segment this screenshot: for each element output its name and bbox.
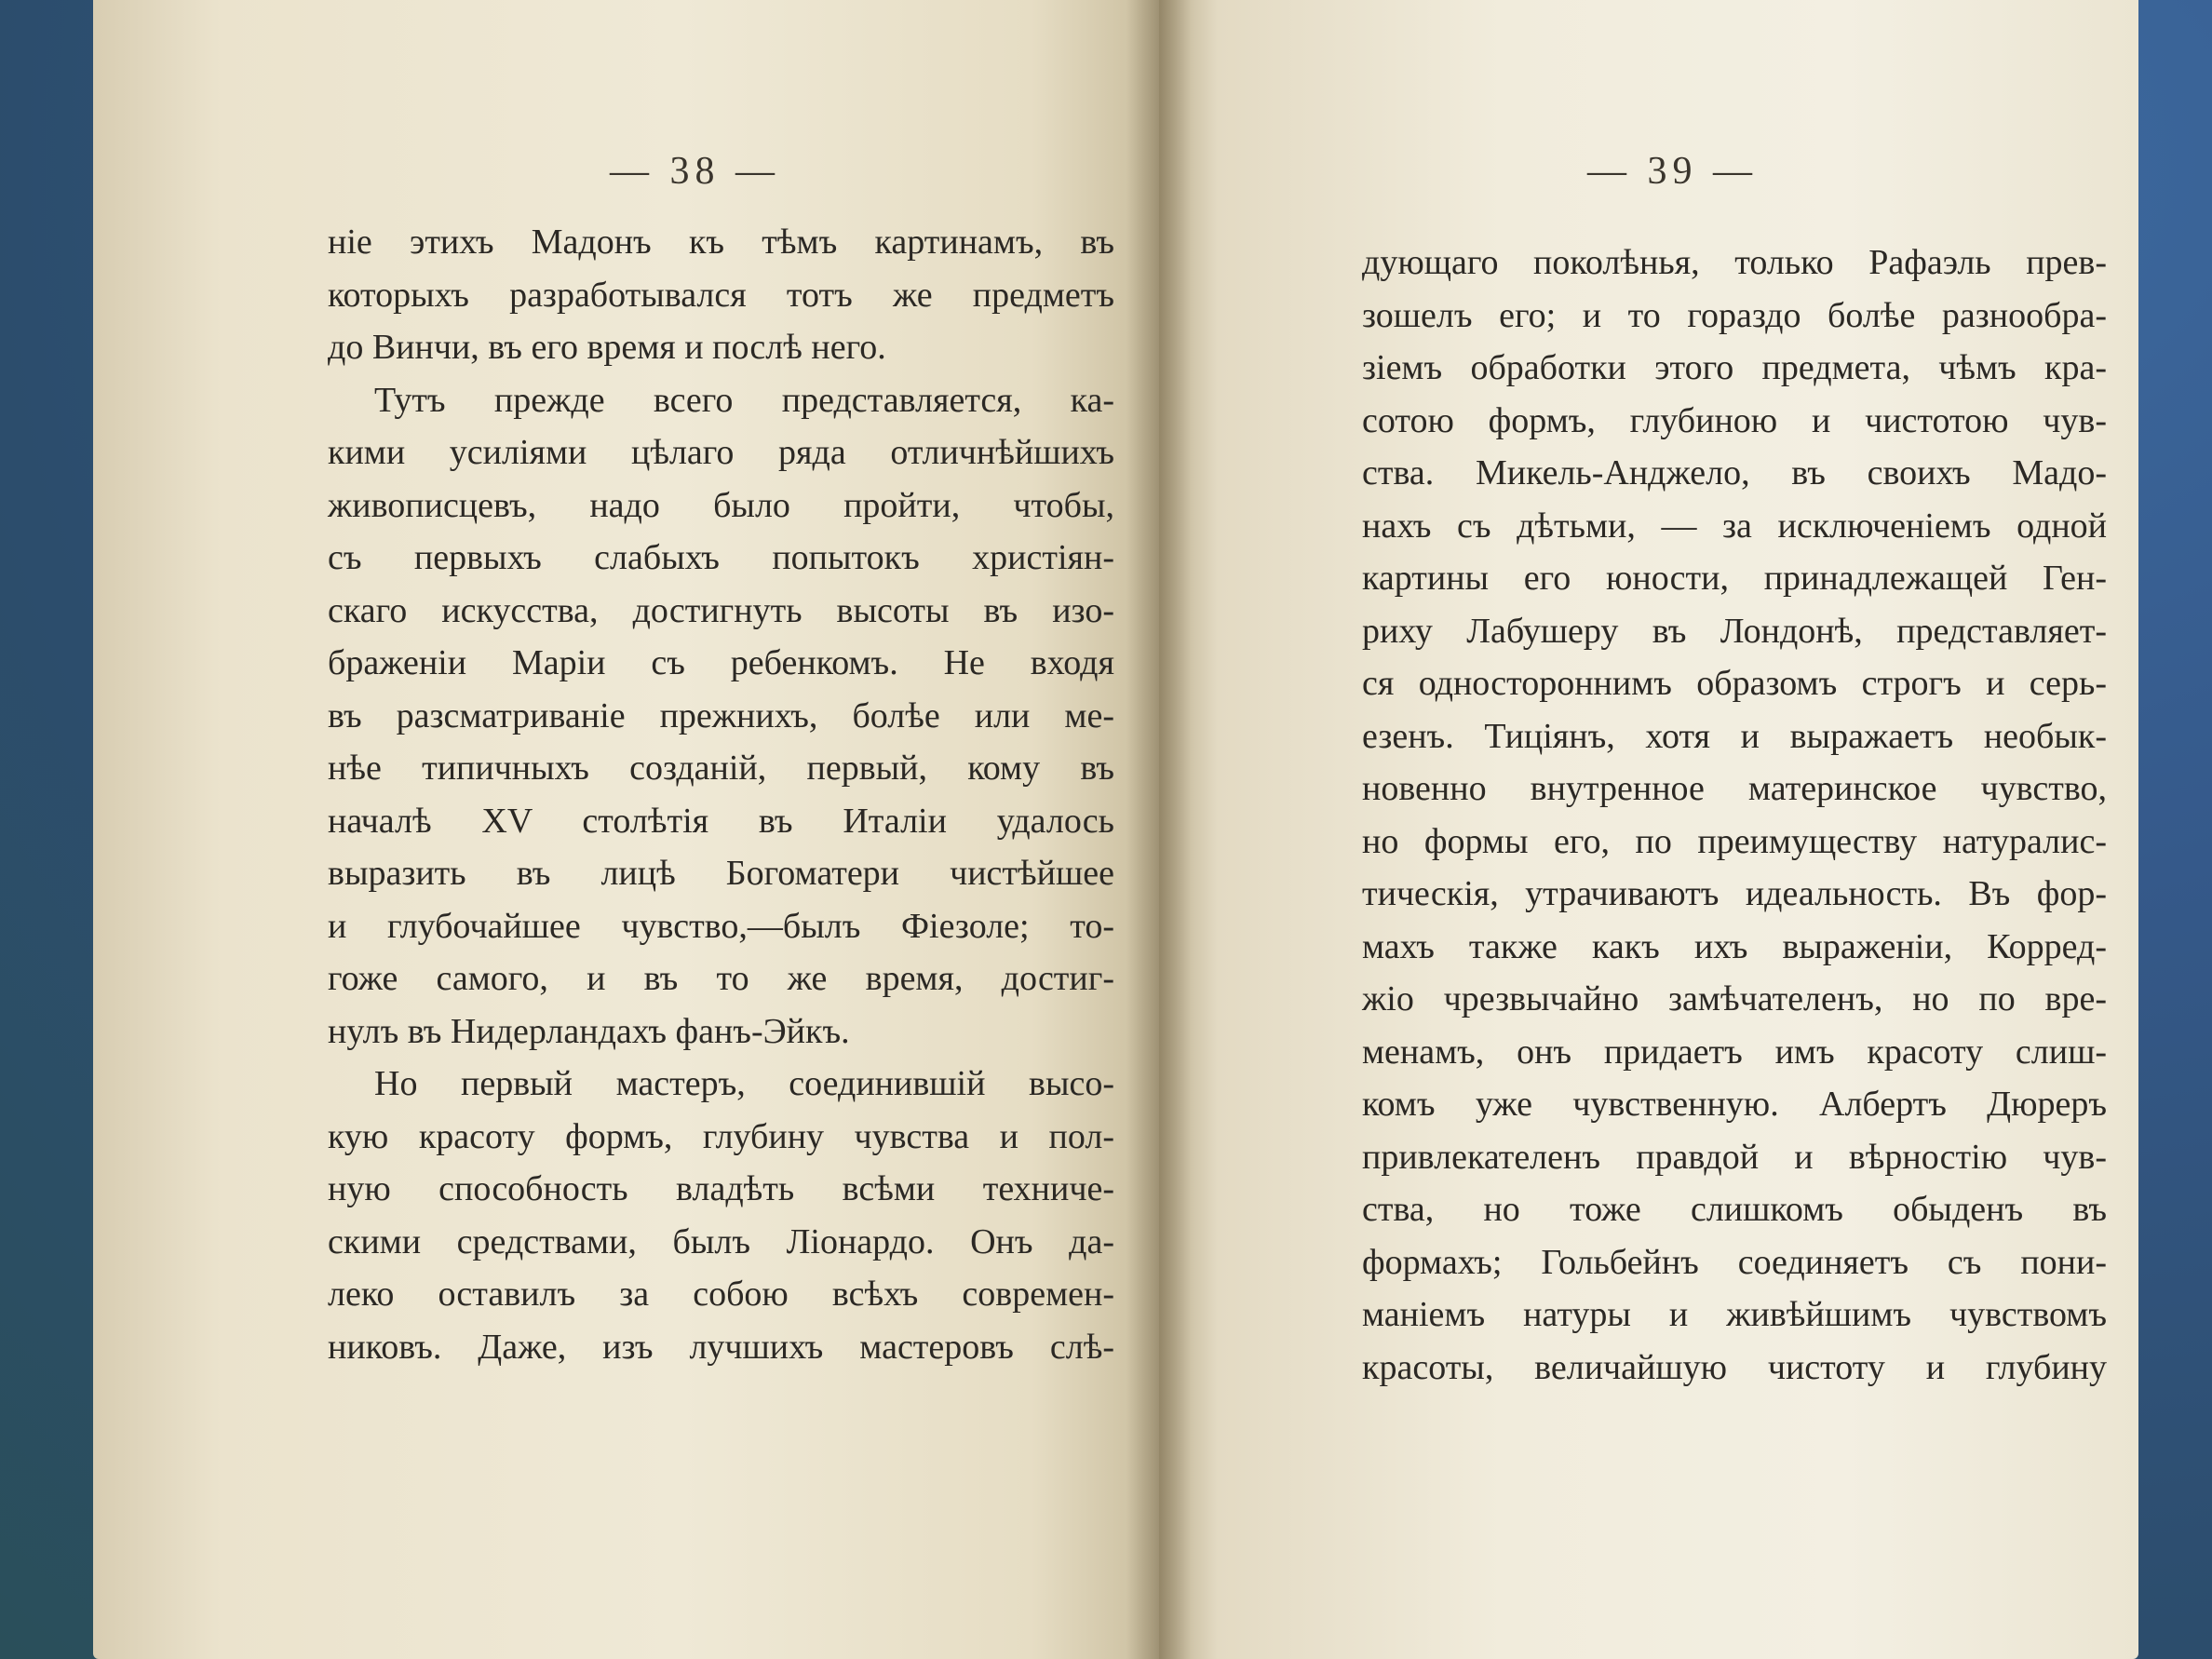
text-line: комъ уже чувственную. Албертъ Дюреръ (1362, 1085, 2107, 1124)
text-line: до Винчи, въ его время и послѣ него. (328, 328, 886, 367)
text-line: гоже самого, и въ то же время, достиг- (328, 959, 1114, 998)
text-line: ную способность владѣть всѣми техниче- (328, 1169, 1114, 1208)
text-line: никовъ. Даже, изъ лучшихъ мастеровъ слѣ- (328, 1327, 1114, 1367)
text-line: началѣ XV столѣтія въ Италіи удалось (328, 801, 1114, 841)
text-line: ства. Микель-Анджело, въ своихъ Мадо- (1362, 453, 2107, 492)
text-line: живописцевъ, надо было пройти, чтобы, (328, 485, 1114, 525)
text-line: привлекателенъ правдой и вѣрностію чув- (1362, 1137, 2107, 1177)
text-line: картины его юности, принадлежащей Ген- (1362, 559, 2107, 598)
text-line: сотою формъ, глубиною и чистотою чув- (1362, 400, 2107, 440)
text-line: но формы его, по преимуществу натуралис- (1362, 821, 2107, 861)
text-line: зіемъ обработки этого предмета, чѣмъ кра- (1362, 348, 2107, 387)
text-line: скими средствами, былъ Ліонардо. Онъ да- (328, 1221, 1114, 1261)
text-line: нахъ съ дѣтьми, — за исключеніемъ одной (1362, 506, 2107, 546)
text-line: въ разсматриваніе прежнихъ, болѣе или ме- (328, 695, 1114, 735)
text-line: нулъ въ Нидерландахъ фанъ-Эйкъ. (328, 1011, 850, 1051)
text-line: которыхъ разработывался тотъ же предметъ (328, 275, 1114, 315)
right-page-text (1362, 236, 2107, 1394)
left-page (93, 0, 1159, 1659)
text-line: выразить въ лицѣ Богоматери чистѣйшее (328, 854, 1114, 893)
text-line: Тутъ прежде всего представляется, ка- (374, 380, 1114, 420)
text-line: риху Лабушеру въ Лондонѣ, представляет- (1362, 611, 2107, 651)
text-line: махъ также какъ ихъ выраженіи, Корред- (1362, 926, 2107, 966)
text-line: кими усиліями цѣлаго ряда отличнѣйшихъ (328, 433, 1114, 472)
text-line: Но первый мастеръ, соединившій высо- (374, 1064, 1114, 1103)
text-line: ся одностороннимъ образомъ строгъ и серь- (1362, 664, 2107, 703)
text-line: маніемъ натуры и живѣйшимъ чувствомъ (1362, 1295, 2107, 1334)
text-line: съ первыхъ слабыхъ попытокъ христіян- (328, 538, 1114, 577)
open-book (56, 0, 2197, 1659)
page-number-left: — 38 — (610, 150, 780, 193)
text-line: формахъ; Гольбейнъ соединяетъ съ пони- (1362, 1242, 2107, 1282)
text-line: ніе этихъ Мадонъ къ тѣмъ картинамъ, въ (328, 223, 1114, 262)
text-line: дующаго поколѣнья, только Рафаэль прев- (1362, 243, 2107, 282)
text-line: скаго искусства, достигнуть высоты въ изо- (328, 590, 1114, 630)
text-line: и глубочайшее чувство,—былъ Фіезоле; то- (328, 906, 1114, 946)
text-line: новенно внутренное материнское чувство, (1362, 769, 2107, 808)
text-line: зошелъ его; и то гораздо болѣе разнообра- (1362, 295, 2107, 335)
text-line: езенъ. Тиціянъ, хотя и выражаетъ необык- (1362, 716, 2107, 756)
text-line: леко оставилъ за собою всѣхъ современ- (328, 1275, 1114, 1314)
page-number-right: — 39 — (1587, 150, 1758, 193)
text-line: жіо чрезвычайно замѣчателенъ, но по вре- (1362, 979, 2107, 1018)
left-page-text (328, 216, 1114, 1373)
right-page (1159, 0, 2138, 1659)
text-line: браженіи Маріи съ ребенкомъ. Не входя (328, 643, 1114, 682)
text-line: ства, но тоже слишкомъ обыденъ въ (1362, 1190, 2107, 1229)
text-line: тическія, утрачиваютъ идеальность. Въ фор- (1362, 874, 2107, 913)
text-line: красоты, величайшую чистоту и глубину (1362, 1347, 2107, 1387)
text-line: менамъ, онъ придаетъ имъ красоту слиш- (1362, 1032, 2107, 1072)
text-line: кую красоту формъ, глубину чувства и пол- (328, 1116, 1114, 1156)
text-line: нѣе типичныхъ созданій, первый, кому въ (328, 749, 1114, 788)
